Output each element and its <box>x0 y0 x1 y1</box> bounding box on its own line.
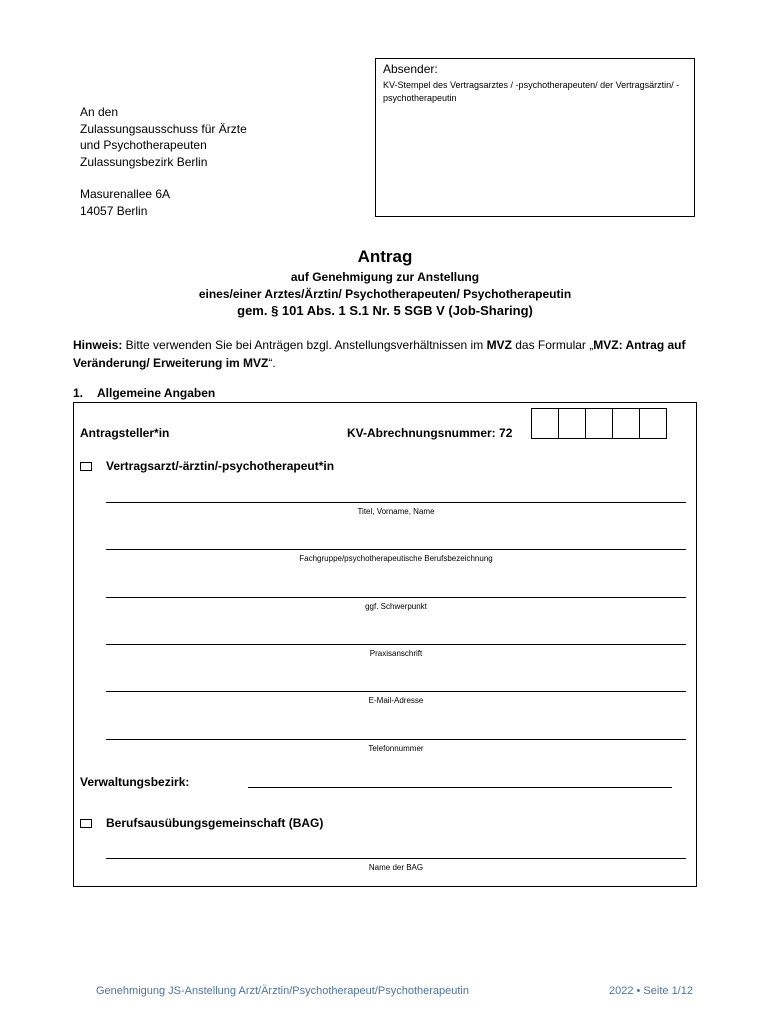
hint-mvz: MVZ <box>486 338 512 352</box>
email-field[interactable] <box>106 691 686 692</box>
hint-text: das Formular „ <box>511 338 594 352</box>
recipient-line: An den <box>80 105 119 119</box>
name-field[interactable] <box>106 502 686 503</box>
district-field[interactable] <box>248 787 672 788</box>
specialty-field[interactable] <box>106 549 686 550</box>
recipient-line: Zulassungsausschuss für Ärzte <box>80 121 247 136</box>
practice-address-caption: Praxisanschrift <box>369 649 423 658</box>
kv-digit-box[interactable] <box>639 408 667 439</box>
recipient-street: Masurenallee 6A <box>80 187 171 201</box>
document-title: Antrag <box>357 247 413 266</box>
document-subtitle-2: eines/einer Arztes/Ärztin/ Psychotherapeuten/ Psychotherapeutin <box>198 287 572 301</box>
footer-page-info: 2022 • Seite 1/12 <box>609 985 693 997</box>
recipient-line: Zulassungsbezirk Berlin <box>80 154 208 169</box>
hint-label: Hinweis: <box>73 338 123 352</box>
name-caption: Titel, Vorname, Name <box>357 507 435 516</box>
recipient-address <box>80 104 247 219</box>
vertragsarzt-label: Vertragsarzt/-ärztin/-psychotherapeut*in <box>106 459 335 473</box>
phone-field[interactable] <box>106 739 686 740</box>
sender-subtitle: KV-Stempel des Vertragsarztes / -psychotherapeuten/ der Vertragsärztin/ -psychotherapeutin <box>383 80 680 103</box>
district-label: Verwaltungsbezirk: <box>80 775 190 789</box>
phone-caption: Telefonnummer <box>368 744 424 753</box>
applicant-label: Antragsteller*in <box>80 426 170 440</box>
email-caption: E-Mail-Adresse <box>368 696 424 705</box>
section-number: 1. <box>73 386 84 400</box>
hint-paragraph <box>73 336 693 372</box>
hint-text: Bitte verwenden Sie bei Anträgen bzgl. Anstellungsverhältnissen im <box>122 338 487 352</box>
focus-field[interactable] <box>106 597 686 598</box>
practice-address-field[interactable] <box>106 644 686 645</box>
document-subtitle-1: auf Genehmigung zur Anstellung <box>290 270 480 284</box>
bag-checkbox[interactable] <box>80 819 92 828</box>
sender-stamp-box[interactable] <box>375 58 695 217</box>
recipient-line: und Psychotherapeuten <box>80 138 207 152</box>
vertragsarzt-checkbox[interactable] <box>80 462 92 471</box>
hint-text: “. <box>268 356 276 370</box>
focus-caption: ggf. Schwerpunkt <box>365 602 427 611</box>
specialty-caption: Fachgruppe/psychotherapeutische Berufsbezeichnung <box>299 554 493 563</box>
kv-number-boxes <box>531 408 667 439</box>
kv-digit-box[interactable] <box>558 408 586 439</box>
kv-digit-box[interactable] <box>612 408 640 439</box>
hint-form-name: MVZ: Antrag auf Veränderung/ Erweiterung im MVZ <box>73 338 686 370</box>
document-subtitle-3: gem. § 101 Abs. 1 S.1 Nr. 5 SGB V (Job-Sharing) <box>237 303 533 318</box>
recipient-city: 14057 Berlin <box>80 203 148 218</box>
kv-digit-box[interactable] <box>585 408 613 439</box>
footer-document-name: Genehmigung JS-Anstellung Arzt/Ärztin/Psychotherapeut/Psychotherapeutin <box>96 985 469 997</box>
section-title: Allgemeine Angaben <box>97 386 216 400</box>
kv-number-label: KV-Abrechnungsnummer: 72 <box>347 426 513 440</box>
kv-digit-box[interactable] <box>531 408 559 439</box>
bag-name-field[interactable] <box>106 858 686 859</box>
bag-label: Berufsausübungsgemeinschaft (BAG) <box>106 816 324 830</box>
sender-title: Absender: <box>383 62 438 76</box>
section-heading <box>73 386 215 400</box>
bag-name-caption: Name der BAG <box>368 863 424 872</box>
